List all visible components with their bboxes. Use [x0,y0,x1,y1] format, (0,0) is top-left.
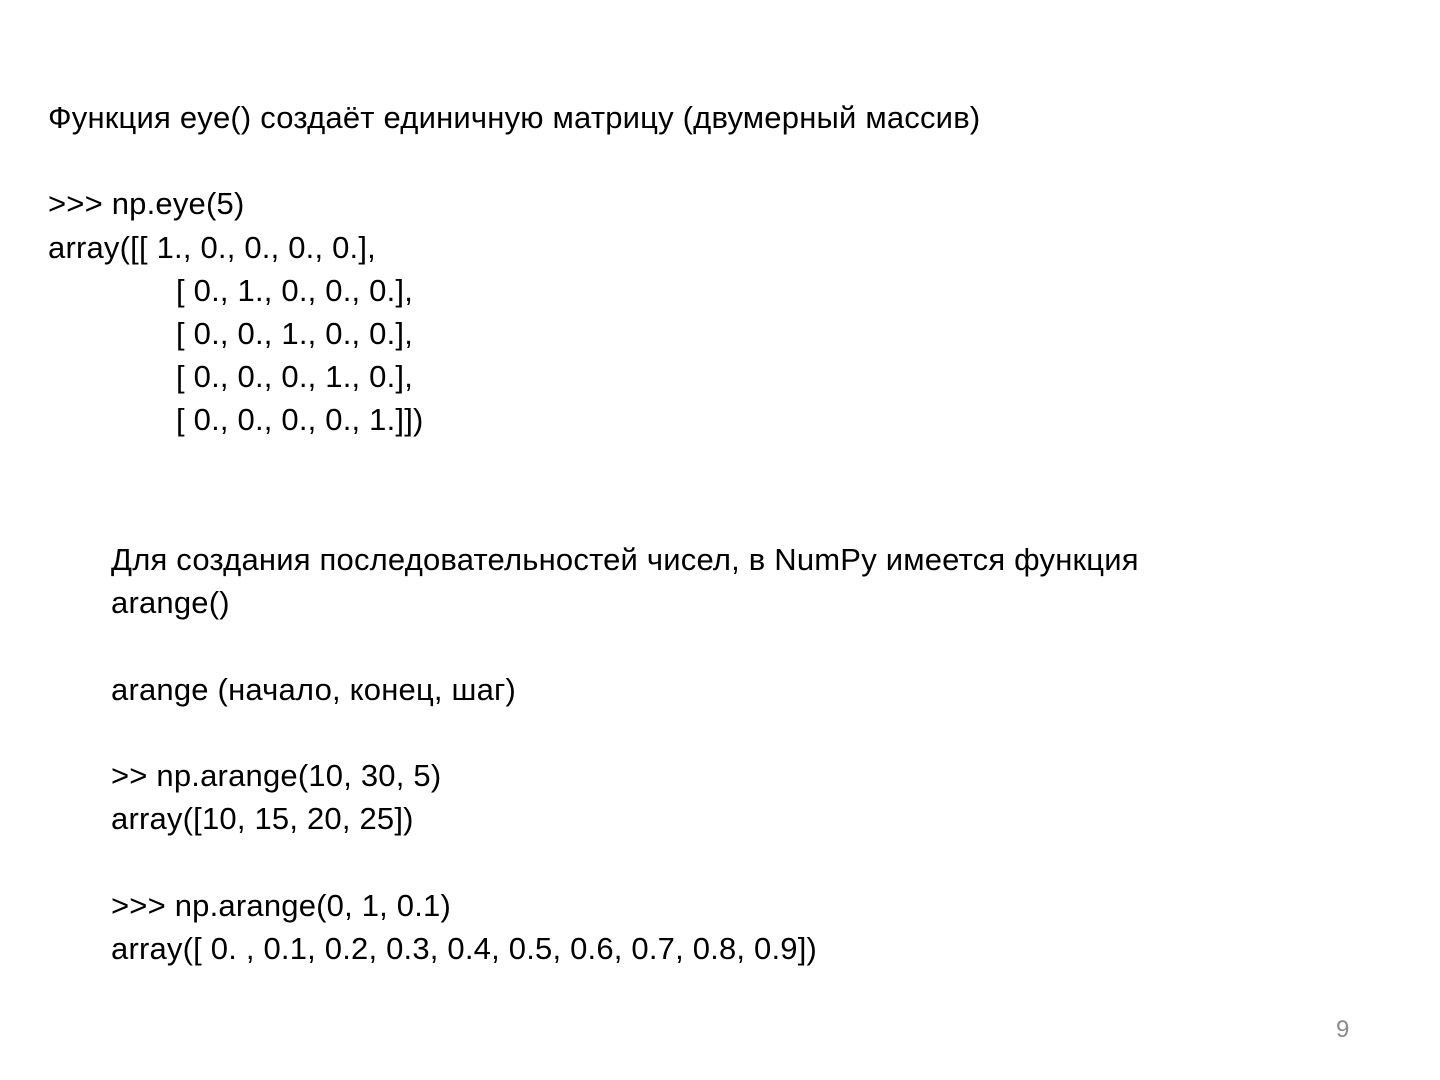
eye-command: >>> np.eye(5) [48,186,245,221]
eye-output-line-5: [ 0., 0., 0., 0., 1.]]) [176,402,424,437]
arange-intro-line-1: Для создания последовательностей чисел, в NumPy имеется функция [111,542,1139,577]
arange-signature: arange (начало, конец, шаг) [111,672,517,707]
eye-intro-text: Функция eye() создаёт единичную матрицу (двумерный массив) [48,100,981,135]
page-number: 9 [1336,1016,1350,1043]
eye-output-line-1: array([[ 1., 0., 0., 0., 0.], [48,230,376,265]
arange-example-2-output: array([ 0. , 0.1, 0.2, 0.3, 0.4, 0.5, 0.6, 0.7, 0.8, 0.9]) [111,931,818,966]
arange-intro-line-2: arange() [111,585,230,620]
eye-output-line-3: [ 0., 0., 1., 0., 0.], [176,316,414,351]
eye-output-line-2: [ 0., 1., 0., 0., 0.], [176,273,414,308]
arange-example-1-command: >> np.arange(10, 30, 5) [111,758,442,793]
arange-example-2-command: >>> np.arange(0, 1, 0.1) [111,888,452,923]
eye-output-line-4: [ 0., 0., 0., 1., 0.], [176,359,414,394]
arange-example-1-output: array([10, 15, 20, 25]) [111,801,414,836]
